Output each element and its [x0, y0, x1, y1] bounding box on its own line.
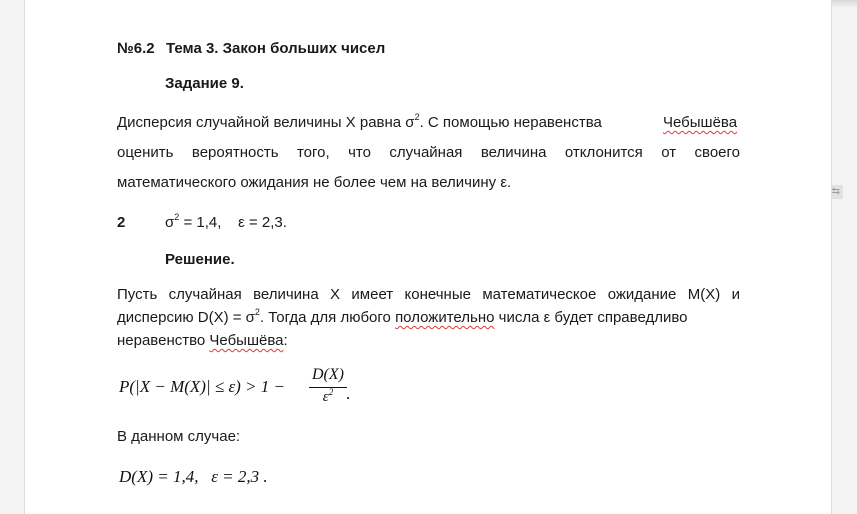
solution-line-3 — [117, 332, 288, 349]
task-line-1 — [117, 114, 739, 131]
variant-number: 2 — [117, 214, 126, 231]
spellcheck-word-positive[interactable]: положительно — [395, 309, 495, 326]
task-line-1-start: Дисперсия случайной величины X равна σ — [117, 114, 415, 131]
fraction-denominator — [310, 389, 346, 406]
fraction-denominator-base: ε — [322, 389, 329, 405]
variant-values — [165, 214, 287, 231]
solution-line-2-sup: 2 — [254, 307, 260, 317]
task-line-1-sup: 2 — [414, 112, 420, 122]
fraction-denominator-sup: 2 — [328, 387, 334, 397]
case-label: В данном случае: — [117, 428, 241, 445]
solution-line-2-mid: . Тогда для любого — [259, 309, 391, 326]
spellcheck-word-chebyshev[interactable]: Чебышёва — [663, 114, 738, 131]
variant-sigma-sup: 2 — [174, 212, 180, 222]
chebyshev-inequality-left: P(|X − M(X)| ≤ ε) > 1 − — [119, 377, 285, 396]
solution-line-3-end: : — [283, 332, 288, 349]
solution-title: Решение. — [165, 251, 235, 268]
task-line-3: математического ожидания не более чем на величину ε. — [117, 174, 512, 191]
variant-values-text: = 1,4, ε = 2,3. — [179, 214, 287, 231]
solution-line-2 — [117, 309, 687, 326]
task-number: №6.2 — [117, 40, 155, 57]
fraction-bar — [309, 387, 347, 388]
collapse-panel-icon[interactable]: ⇆ — [829, 185, 843, 199]
spellcheck-word-chebyshev-2[interactable]: Чебышёва — [209, 332, 284, 349]
task-title: Задание 9. — [165, 75, 244, 92]
formula1-tail: . — [346, 384, 351, 403]
solution-line-1: Пусть случайная величина X имеет конечные математическое ожидание M(X) и — [117, 286, 740, 303]
topic-title: Тема 3. Закон больших чисел — [166, 40, 386, 57]
fraction-numerator: D(X) — [312, 366, 344, 383]
task-line-1-end: . С помощью неравенства — [419, 114, 602, 131]
solution-line-2-start: дисперсию D(X) = σ — [117, 309, 255, 326]
document-page — [24, 0, 832, 514]
solution-line-3-start: неравенство — [117, 332, 206, 349]
task-line-2: оценить вероятность того, что случайная величина отклонится от своего — [117, 144, 740, 161]
case-values-formula: D(X) = 1,4, ε = 2,3 . — [119, 467, 268, 486]
variant-sigma: σ — [165, 214, 175, 231]
solution-line-2-end: числа ε будет справедливо — [498, 309, 688, 326]
